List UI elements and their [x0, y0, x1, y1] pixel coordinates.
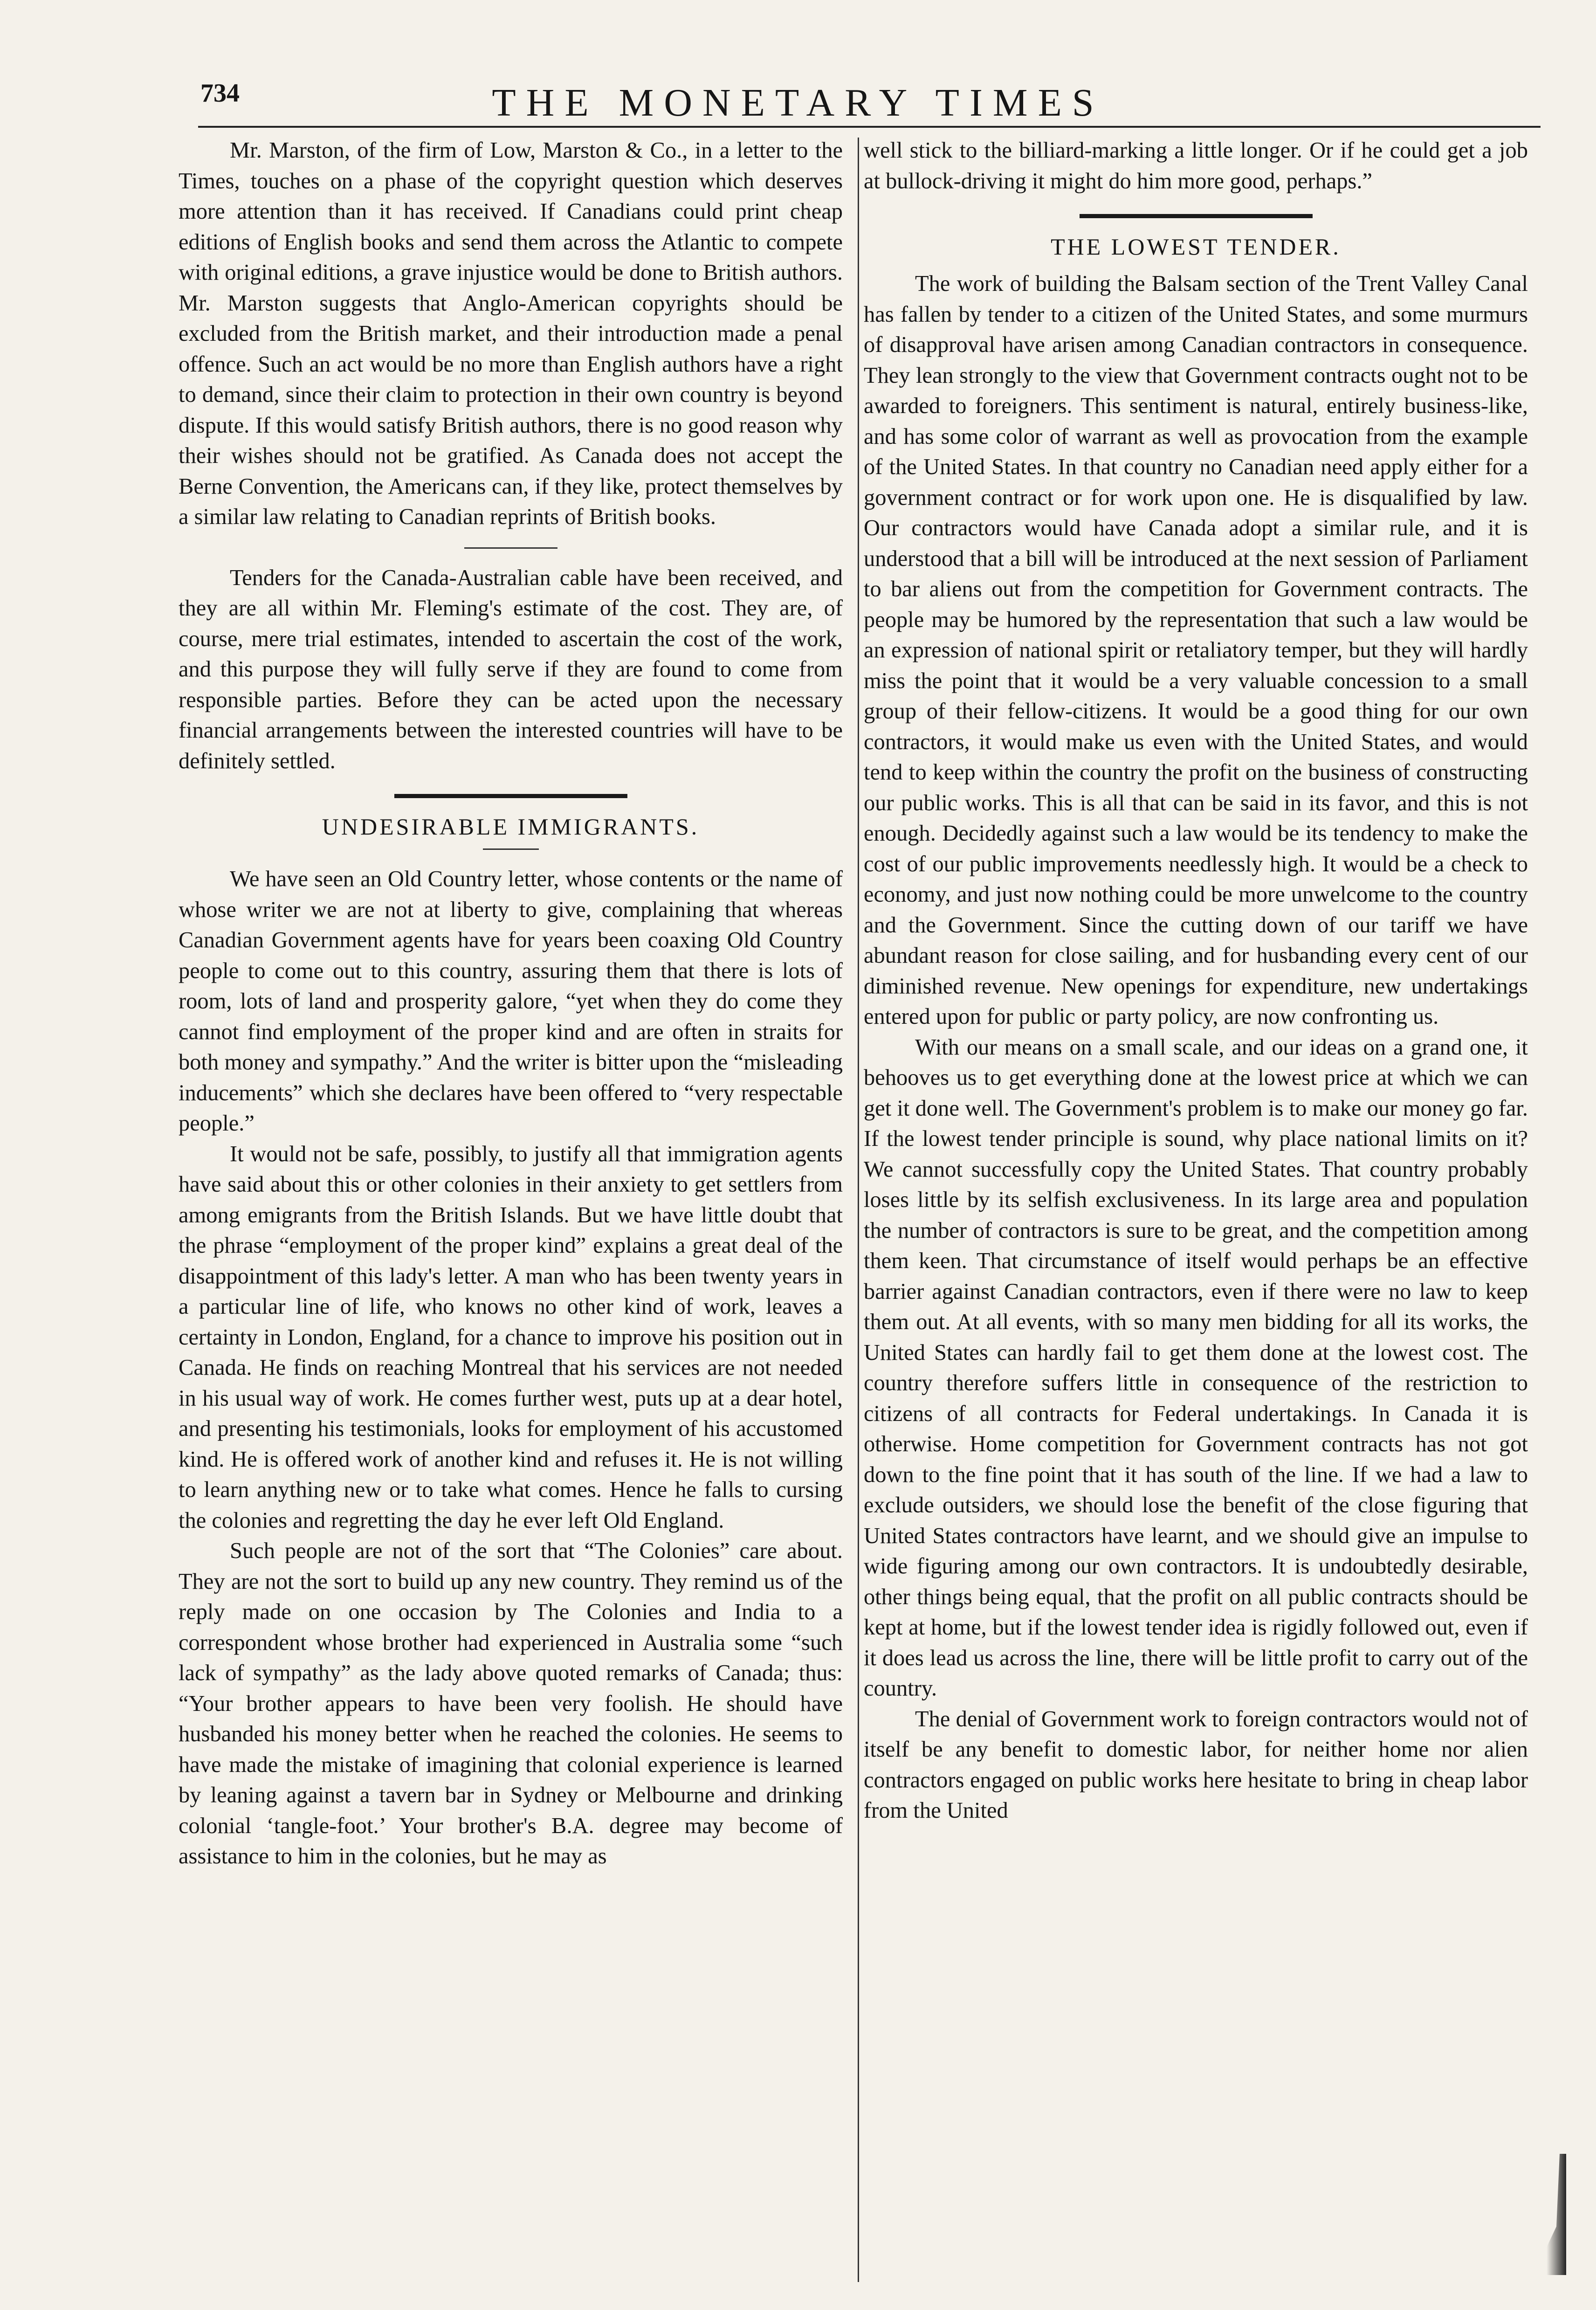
paragraph-immigrants-continued: well stick to the billiard-marking a little longer. Or if he could get a job at bullock-driving it might do him more good, perhaps.”: [864, 138, 1528, 193]
column-divider: [858, 138, 859, 2282]
paragraph-immigrants-1: We have seen an Old Country letter, whose contents or the name of whose writer we are not at liberty to give, complaining that whereas Canadian Government agents have for years been coaxing Old Country people to come out to this country, assuring them that there is lots of room, lots of land and prosperity galore, “yet when they do come they cannot find employment of the proper kind and are often in straits for both money and sympathy.” And the writer is bitter upon the “misleading inducements” which she declares have been offered to “very respectable people.”: [179, 867, 843, 1136]
section-divider-heavy: [394, 794, 627, 798]
heading-underline: [483, 848, 539, 850]
section-divider-heavy: [1080, 214, 1313, 218]
left-column: [179, 135, 843, 1872]
paragraph-immigrants-2: It would not be safe, possibly, to justify all that immigration agents have said about this or other colonies in their anxiety to get settlers from among emigrants from the British Islands. But we have little doubt that the phrase “employment of the proper kind” explains a great deal of the disappointment of this lady's letter. A man who has been twenty years in a particular line of life, who knows no other kind of work, leaves a certainty in London, England, for a chance to improve his position out in Canada. He finds on reaching Montreal that his services are not needed in his usual way of work. He comes further west, puts up at a dear hotel, and presenting his testimonials, looks for employment of his accustomed kind. He is offered work of another kind and refuses it. He is not willing to learn anything new or to take what comes. Hence he falls to cursing the colonies and regretting the day he ever left Old England.: [179, 1141, 843, 1533]
heading-undesirable-immigrants: UNDESIRABLE IMMIGRANTS.: [322, 814, 700, 840]
right-column: [864, 135, 1528, 1826]
heading-lowest-tender: THE LOWEST TENDER.: [1051, 234, 1341, 260]
paragraph-cable-tenders: Tenders for the Canada-Australian cable have been received, and they are all within Mr. Fleming's estimate of the cost. They are, of course, mere trial estimates, intended to ascertain the cost of the work, and this purpose they will fully serve if they are found to come from responsible parties. Before they can be acted upon the necessary financial arrangements between the interested countries will have to be definitely settled.: [179, 565, 843, 773]
page-number: 734: [200, 79, 240, 108]
masthead-title: THE MONETARY TIMES: [492, 81, 1104, 124]
header-rule: [198, 126, 1541, 128]
paragraph-tender-1: The work of building the Balsam section of the Trent Valley Canal has fallen by tender to a citizen of the United States, and some murmurs of disapproval have arisen among Canadian contractors in consequence. They lean strongly to the view that Government contracts ought not to be awarded to foreigners. This sentiment is natural, entirely business-like, and has some color of warrant as well as provocation from the example of the United States. In that country no Canadian need apply either for a government contract or for work upon one. He is disqualified by law. Our contractors would have Canada adopt a similar rule, and it is understood that a bill will be introduced at the next session of Parliament to bar aliens out from the competition for Government contracts. The people may be humored by the representation that such a law would be an expression of national spirit or retaliatory temper, but they will hardly miss the point that it would be a very valuable concession to a small group of their fellow-citizens. It would be a good thing for our own contractors, it would make us even with the United States, and would tend to keep within the country the profit on the business of constructing our public works. This is all that can be said in its favor, and this is not enough. Decidedly against such a law would be its tendency to make the cost of our public improvements needlessly high. It would be a check to economy, and just now nothing could be more unwelcome to the country and the Government. Since the cutting down of our tariff we have abundant reason for close sailing, and for husbanding every cent of our diminished revenue. New openings for expenditure, new undertakings entered upon for public or party policy, are now confronting us.: [864, 271, 1528, 1029]
section-divider: [464, 547, 557, 549]
paragraph-tender-3: The denial of Government work to foreign contractors would not of itself be any benefit to domestic labor, for neither home nor alien contractors engaged on public works here hesitate to bring in cheap labor from the United: [864, 1706, 1528, 1823]
paragraph-copyright: Mr. Marston, of the firm of Low, Marston & Co., in a letter to the Times, touches on a phase of the copyright question which deserves more attention than it has received. If Canadians could print cheap editions of English books and send them across the Atlantic to compete with original editions, a grave injustice would be done to British authors. Mr. Marston suggests that Anglo-American copyrights should be excluded from the British market, and their introduction made a penal offence. Such an act would be no more than English authors have a right to demand, since their claim to protection in their own country is beyond dispute. If this would satisfy British authors, there is no good reason why their wishes should not be gratified. As Canada does not accept the Berne Convention, the Americans can, if they like, protect themselves by a similar law relating to Canadian reprints of British books.: [179, 138, 843, 529]
paragraph-tender-2: With our means on a small scale, and our ideas on a grand one, it behooves us to get everything done at the lowest price at which we can get it done well. The Government's problem is to make our money go far. If the lowest tender principle is sound, why place national limits on it? We cannot successfully copy the United States. That country probably loses little by its selfish exclusiveness. In its large area and population the number of contractors is sure to be great, and the competition among them keen. That circumstance of itself would perhaps be an effective barrier against Canadian contractors, even if there were no law to keep them out. At all events, with so many men bidding for all its works, the United States can hardly fail to get them done at the lowest cost. The country therefore suffers little in consequence of the restriction to citizens of all contracts for Federal undertakings. In Canada it is otherwise. Home competition for Government contracts has not got down to the fine point that it has south of the line. If we had a law to exclude outsiders, we should lose the benefit of the close figuring that United States contractors have learnt, and we should give an impulse to wide figuring among our own contractors. It is undoubtedly desirable, other things being equal, that the profit on all public contracts should be kept at home, but if the lowest tender idea is rigidly followed out, even if it does lead us across the line, there will be little profit to carry out of the country.: [864, 1034, 1528, 1701]
page-curl-shadow: [1534, 2154, 1566, 2275]
paragraph-immigrants-3: Such people are not of the sort that “The Colonies” care about. They are not the sort to build up any new country. They remind us of the reply made on one occasion by The Colonies and India to a correspondent whose brother had experienced in Australia some “such lack of sympathy” as the lady above quoted remarks of Canada; thus: “Your brother appears to have been very foolish. He should have husbanded his money better when he reached the colonies. He seems to have made the mistake of imagining that colonial experience is learned by leaning against a tavern bar in Sydney or Melbourne and drinking colonial ‘tangle-foot.’ Your brother's B.A. degree may become of assistance to him in the colonies, but he may as: [179, 1538, 843, 1869]
